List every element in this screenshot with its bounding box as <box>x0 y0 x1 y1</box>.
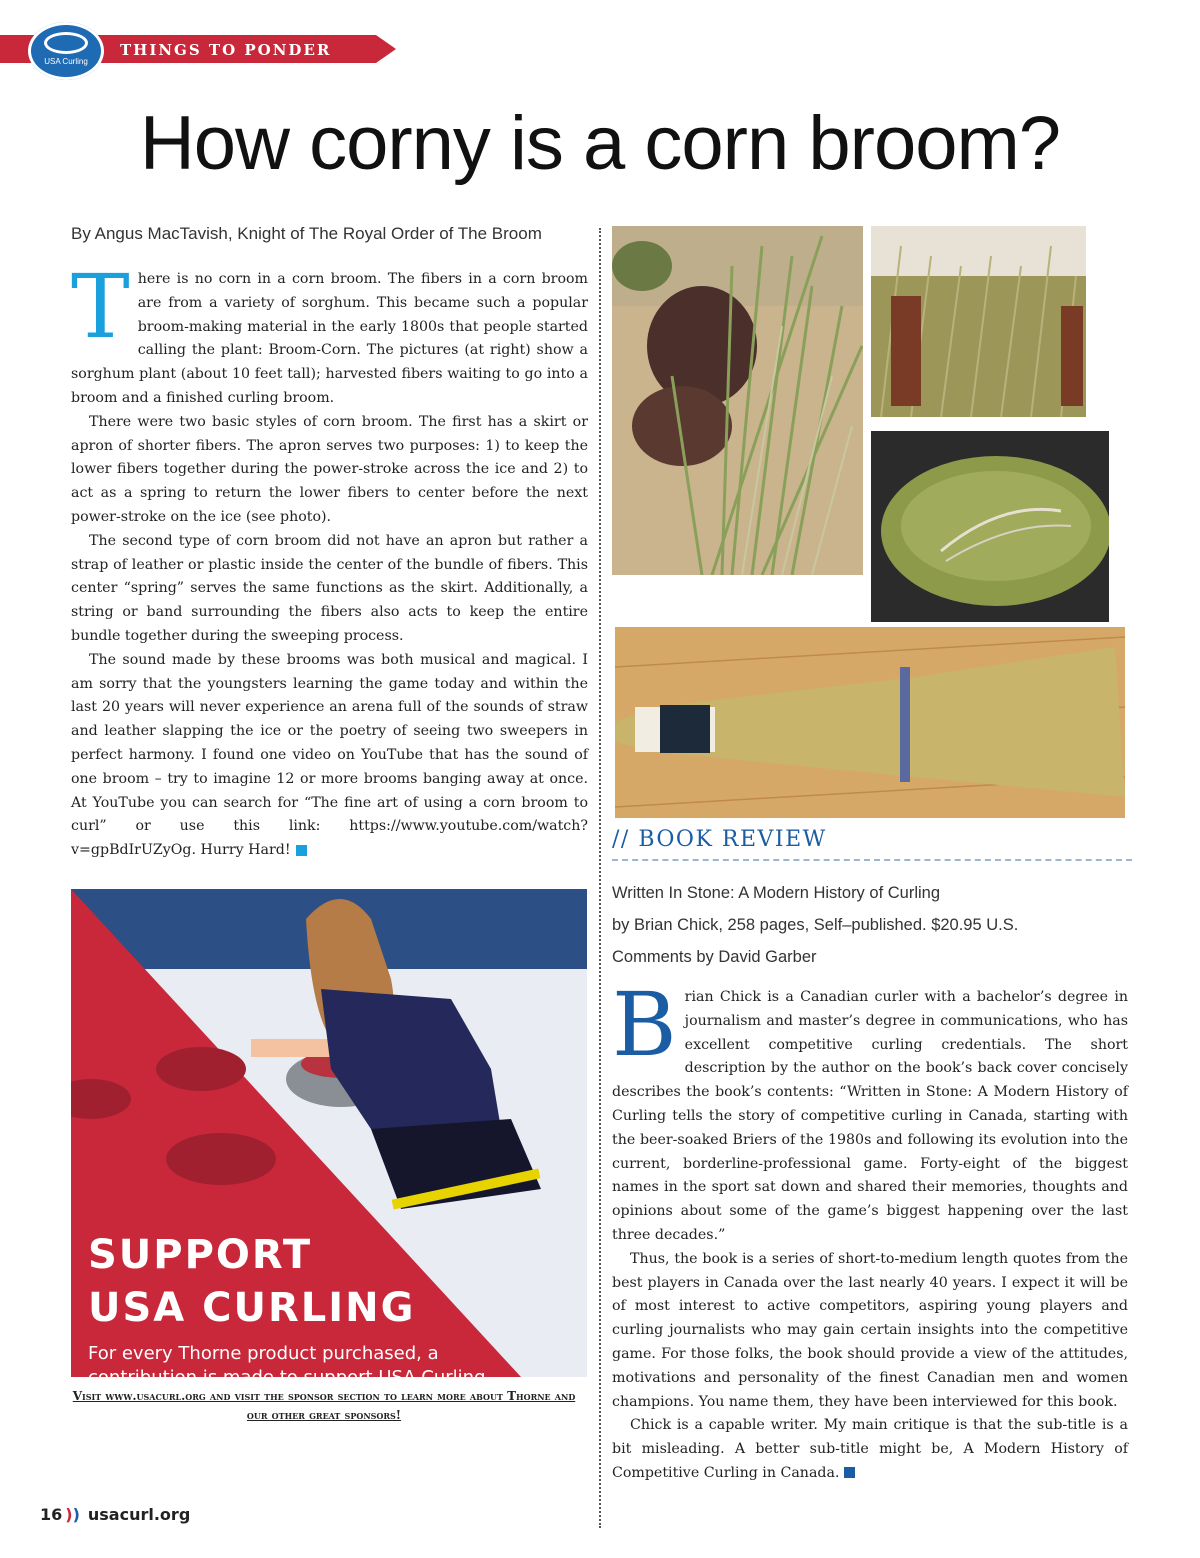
sponsor-link-text[interactable]: Visit www.usacurl.org and visit the sponsor section to learn more about Thorne and our other great sponsors! <box>72 1389 576 1422</box>
harvested-fibers-photo <box>871 226 1086 417</box>
usa-curling-logo <box>28 22 104 80</box>
column-divider <box>599 228 601 1528</box>
logo-text: USA Curling <box>44 57 88 66</box>
section-label: THINGS TO PONDER <box>120 41 332 59</box>
article-paragraph-3: The second type of corn broom did not have an apron but rather a strap of leather or plastic inside the center of the bundle of fibers. This center “spring” serves the same functions as the skirt. Additionally, a string or band surrounding the fibers also acts to keep the entire bundle together during the sweeping process. <box>71 532 588 644</box>
broom-apron-photo <box>871 431 1109 622</box>
article-paragraph-4: The sound made by these brooms was both musical and magical. I am sorry that the youngsters learning the game today and within the last 20 years will never experience an arena full of the sounds of straw and leather slapping the ice or the poetry of seeing two sweepers in perfect harmony. I found one video on YouTube that has the sound of one broom – try to imagine 12 or more brooms banging away at once. At YouTube you can search for “The fine art of using a corn broom to curl” or use this link: https://www.youtube.com/watch?v=gpBdIrUZyOg. Hurry Hard! <box>71 651 588 859</box>
sorghum-plant-photo <box>612 226 863 575</box>
footer-paren-blue: ) <box>72 1505 80 1524</box>
book-review-body <box>612 973 1128 1486</box>
review-paragraph-2: Thus, the book is a series of short-to-medium length quotes from the best players in Canada over the last nearly 40 years. I expect it will be of most interest to active competitors, aspiring young players and curling journalists who may gain certain insights into the competitive game. For those folks, the book should provide a view of the attitudes, motivations and personality of the finest Canadian men and women champions. You name them, they have been interviewed for this book. <box>612 1250 1128 1410</box>
review-end-mark-icon <box>844 1467 855 1478</box>
curling-broom-photo <box>615 627 1125 818</box>
book-title: Written In Stone: A Modern History of Curling <box>612 884 941 902</box>
footer-paren-red: ) <box>65 1505 73 1524</box>
ad-headline-support: SUPPORT <box>88 1232 313 1278</box>
article-title: How corny is a corn broom? <box>139 101 1061 186</box>
review-author: Comments by David Garber <box>612 948 817 966</box>
review-drop-cap: B <box>612 973 677 1076</box>
review-paragraph-1: Brian Chick is a Canadian curler with a bachelor’s degree in journalism and master’s degree in communications, who has excellent competitive curling credentials. The short description by the author on the book’s back cover concisely describes the book’s contents: “Written in Stone: A Modern History of Curling tells the story of competitive curling in Canada, starting with the beer-soaked Briers of the 1980s and following its evolution into the current, borderline-professional game. Forty-eight of the biggest names in the sport sat down and shared their memories, thoughts and opinions about some of the game’s biggest happening over the last three decades.” <box>612 973 1128 1243</box>
drop-cap: T <box>71 255 130 358</box>
book-review-heading: // BOOK REVIEW <box>612 827 827 852</box>
article-paragraph-2: There were two basic styles of corn broom. The first has a skirt or apron of shorter fibers. The apron serves two purposes: 1) to keep the lower fibers together during the power-stroke across the ice and 2) to act as a spring to return the lower fibers to center before the next power-stroke on the ice (see photo). <box>71 413 588 525</box>
ad-headline-usa-curling: USA CURLING <box>88 1285 416 1331</box>
review-paragraph-3: Chick is a capable writer. My main critique is that the sub-title is a bit misleading. A better sub-title might be, A Modern History of Competitive Curling in Canada. <box>612 1417 1128 1481</box>
page-number: 16 <box>40 1505 63 1524</box>
page-footer <box>40 1505 190 1524</box>
article-body <box>71 255 588 863</box>
book-review-rule <box>612 859 1132 861</box>
ad-subtext: For every Thorne product purchased, a contribution is made to support USA Curling. <box>88 1343 492 1388</box>
article-byline: By Angus MacTavish, Knight of The Royal Order of The Broom <box>71 224 542 243</box>
article-paragraph-1: There is no corn in a corn broom. The fibers in a corn broom are from a variety of sorghum. This became such a popular broom-making material in the early 1800s that people started calling the plant: Broom-Corn. The pictures (at right) show a sorghum plant (about 10 feet tall); harvested fibers waiting to go into a broom and a finished curling broom. <box>71 255 588 406</box>
book-details: by Brian Chick, 258 pages, Self–published. $20.95 U.S. <box>612 916 1019 934</box>
footer-site[interactable]: usacurl.org <box>87 1505 191 1524</box>
end-mark-icon <box>296 845 307 856</box>
logo-ring-icon <box>44 32 88 54</box>
